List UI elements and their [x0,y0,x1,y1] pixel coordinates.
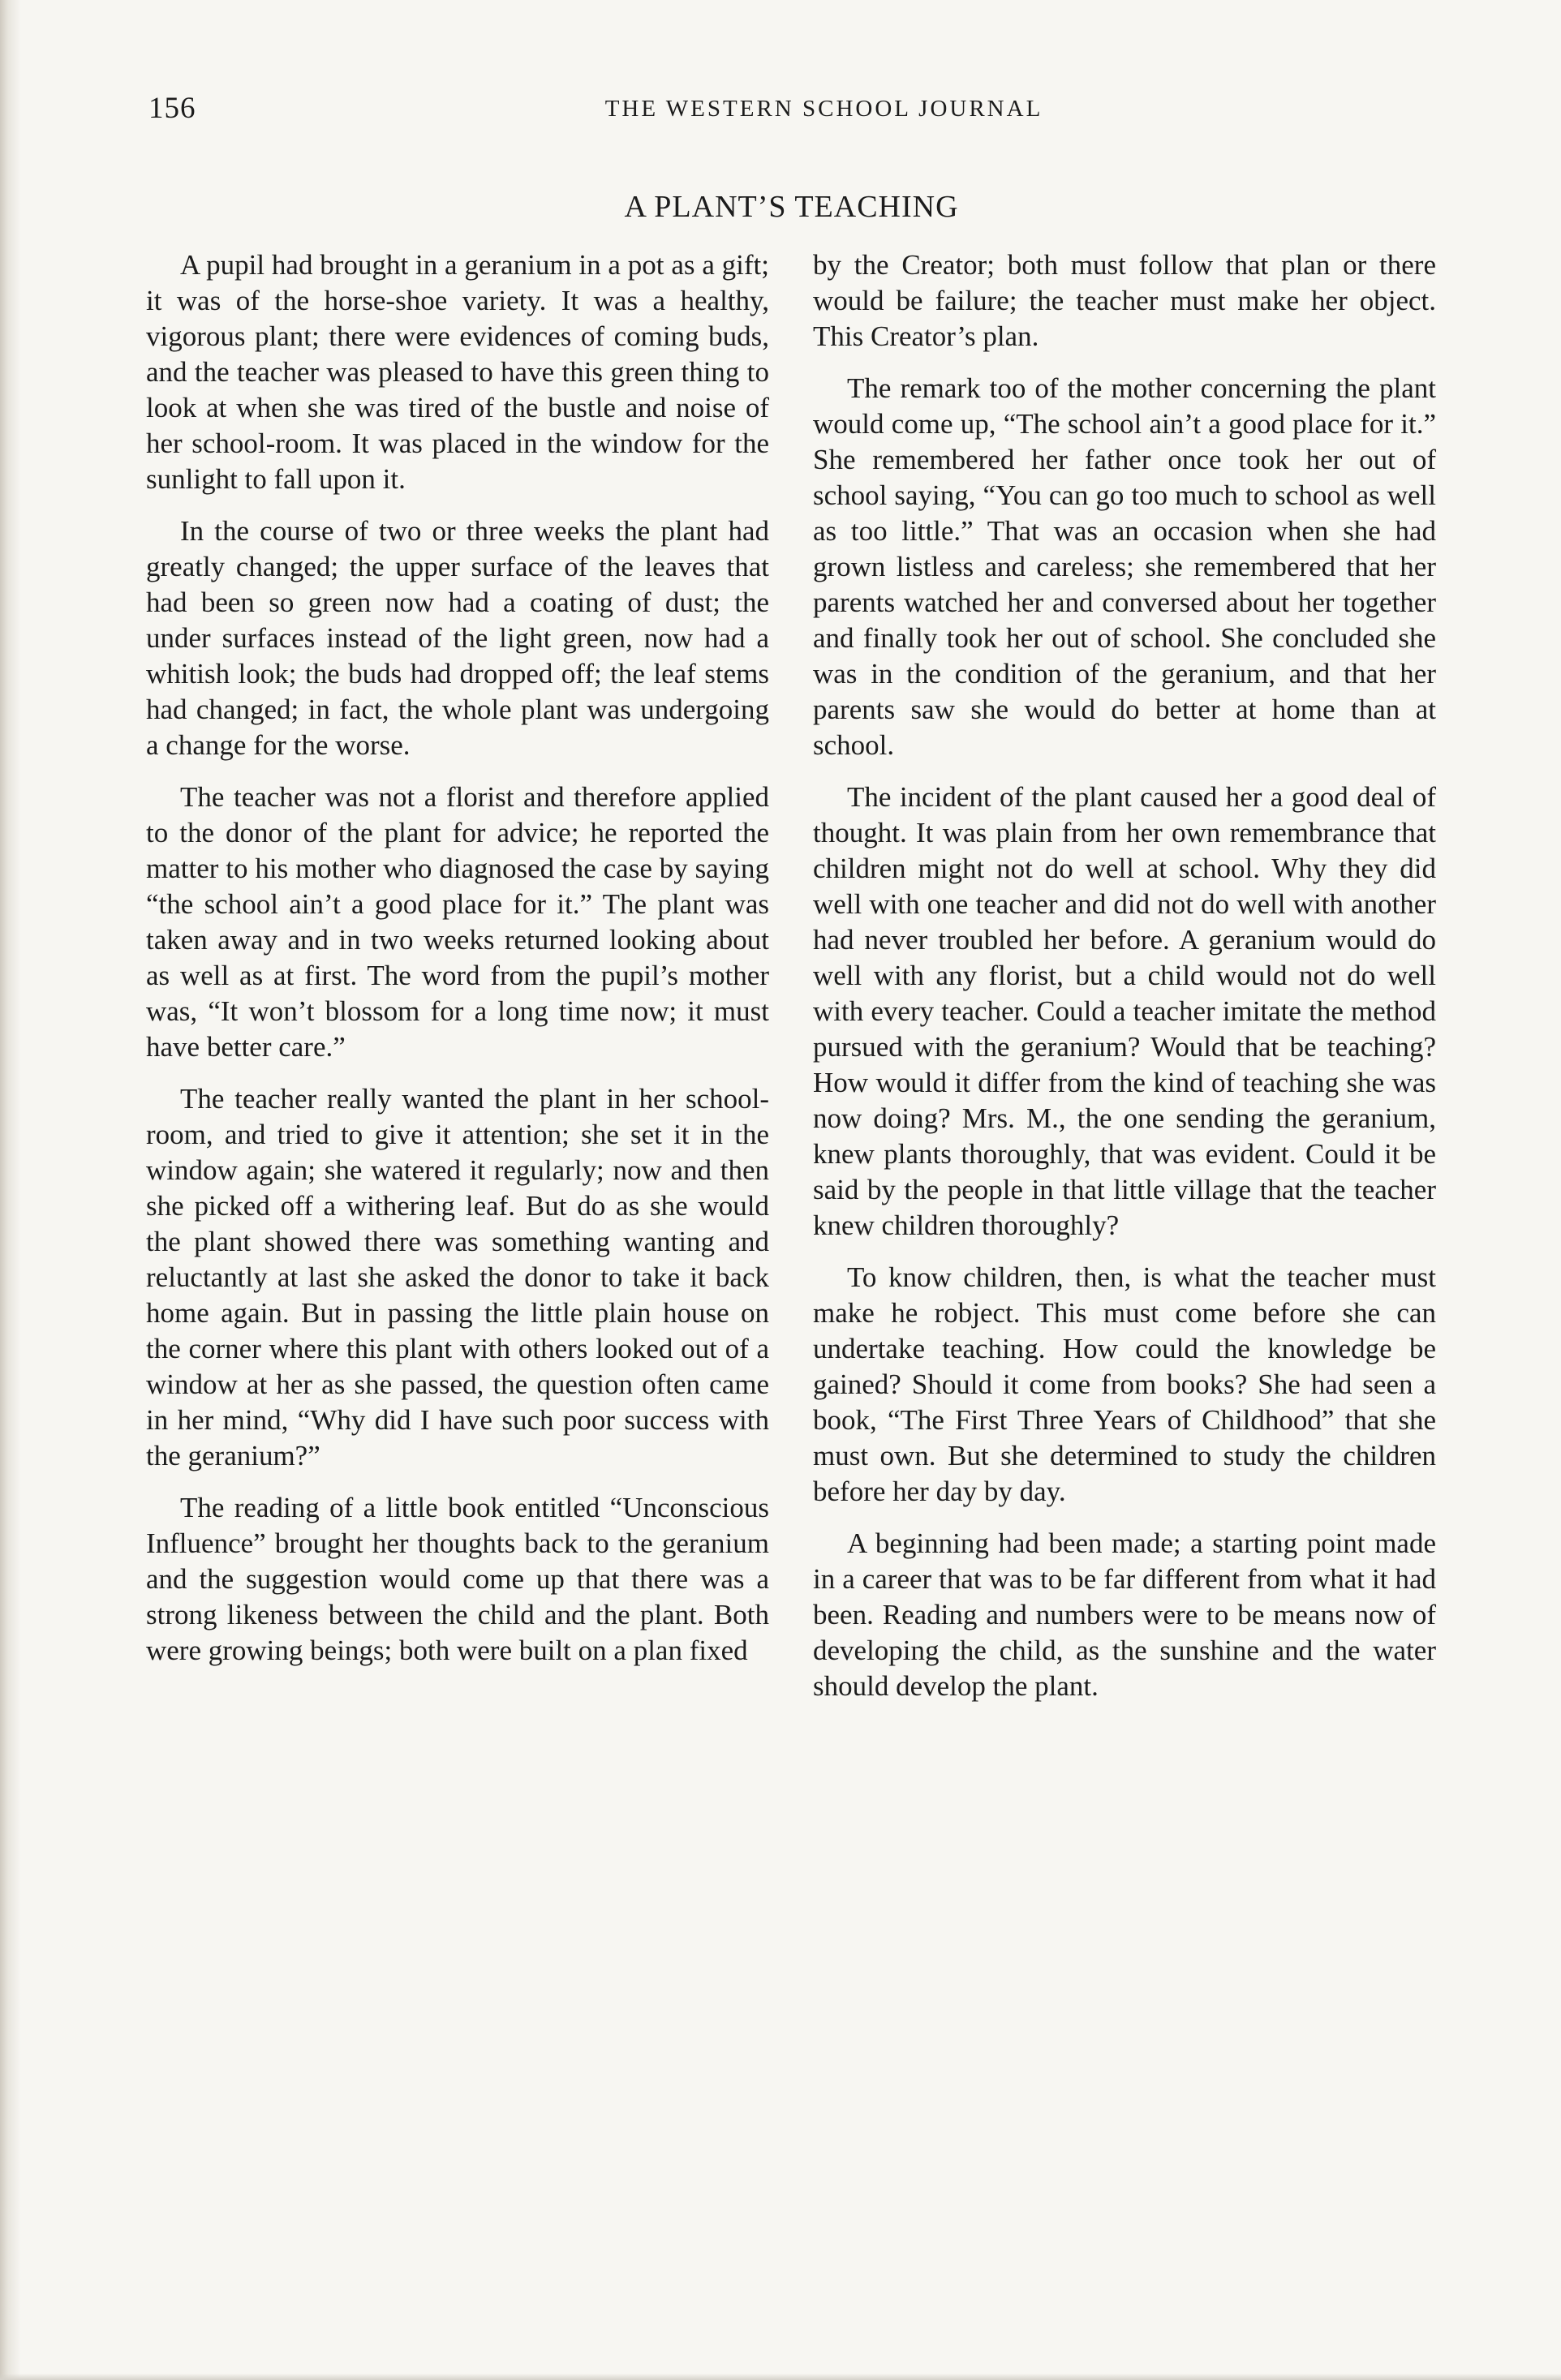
left-column [146,247,769,2178]
paragraph: A beginning had been made; a starting point made in a career that was to be far different from what it had been. Reading and numbers were to be means now of developing the child, as the sunshine and the water should develop the plant. [813,1527,1436,1702]
article-body [146,247,1436,2178]
paragraph: The reading of a little book entitled “Unconscious Influence” brought her thoughts back to the geranium and the suggestion would come up that there was a strong likeness between the child and the plant. Both were growing beings; both were built on a plan fixed [146,1492,769,1666]
paragraph: In the course of two or three weeks the plant had greatly changed; the upper surface of the leaves that had been so green now had a coating of dust; the under surfaces instead of the light green, now had a whitish look; the buds had dropped off; the leaf stems had changed; in fact, the whole plant was undergoing a change for the worse. [146,515,769,761]
paragraph-continued: by the Creator; both must follow that plan or there would be failure; the teacher must make her object. This Creator’s plan. [813,249,1436,352]
page-header [148,91,1434,140]
page-binding-edge [0,0,21,2380]
running-head: THE WESTERN SCHOOL JOURNAL [604,96,1043,122]
paragraph: The incident of the plant caused her a good deal of thought. It was plain from her own remembrance that children might not do well at school. Why they did well with one teacher and did not do well with another had never troubled her before. A geranium would do well with any florist, but a child would not do well with every teacher. Could a teacher imitate the method pursued with the geranium? Would that be teaching? How would it differ from the kind of teaching she was now doing? Mrs. M., the one sending the geranium, knew plants thoroughly, that was evident. Could it be said by the people in that little village that the teacher knew children thoroughly? [813,781,1436,1241]
paragraph: The teacher really wanted the plant in her school-room, and tried to give it attention; she set it in the window again; she watered it regularly; now and then she picked off a withering leaf. But do as she would the plant showed there was something wanting and reluctantly at last she asked the donor to take it back home again. But in passing the little plain house on the corner where this plant with others looked out of a window at her as she passed, the question often came in her mind, “Why did I have such poor success with the geranium?” [146,1083,769,1471]
right-column [813,247,1436,2178]
paragraph: The remark too of the mother concerning the plant would come up, “The school ain’t a good place for it.” She remembered her father once took her out of school saying, “You can go too much to school as well as too little.” That was an occasion when she had grown listless and careless; she remembered that her parents watched her and conversed about her together and finally took her out of school. She concluded she was in the condition of the geranium, and that her parents saw she would do better at home than at school. [813,372,1436,761]
article-title: A PLANT’S TEACHING [624,190,959,224]
paragraph: To know children, then, is what the teacher must make he robject. This must come before she can undertake teaching. How could the knowledge be gained? Should it come from books? She had seen a book, “The First Three Years of Childhood” that she must own. But she determined to study the children before her day by day. [813,1261,1436,1507]
paragraph: The teacher was not a florist and therefore applied to the donor of the plant for advice; he reported the matter to his mother who diagnosed the case by saying “the school ain’t a good place for it.” The plant was taken away and in two weeks returned looking about as well as at first. The word from the pupil’s mother was, “It won’t blossom for a long time now; it must have better care.” [146,781,769,1063]
paragraph: A pupil had brought in a geranium in a pot as a gift; it was of the horse-shoe variety. It was a healthy, vigorous plant; there were evidences of coming buds, and the teacher was pleased to have this green thing to look at when she was tired of the bustle and noise of her school-room. It was placed in the window for the sunlight to fall upon it. [146,249,769,495]
page-number: 156 [148,92,196,125]
page-bottom-edge [0,2374,1561,2380]
